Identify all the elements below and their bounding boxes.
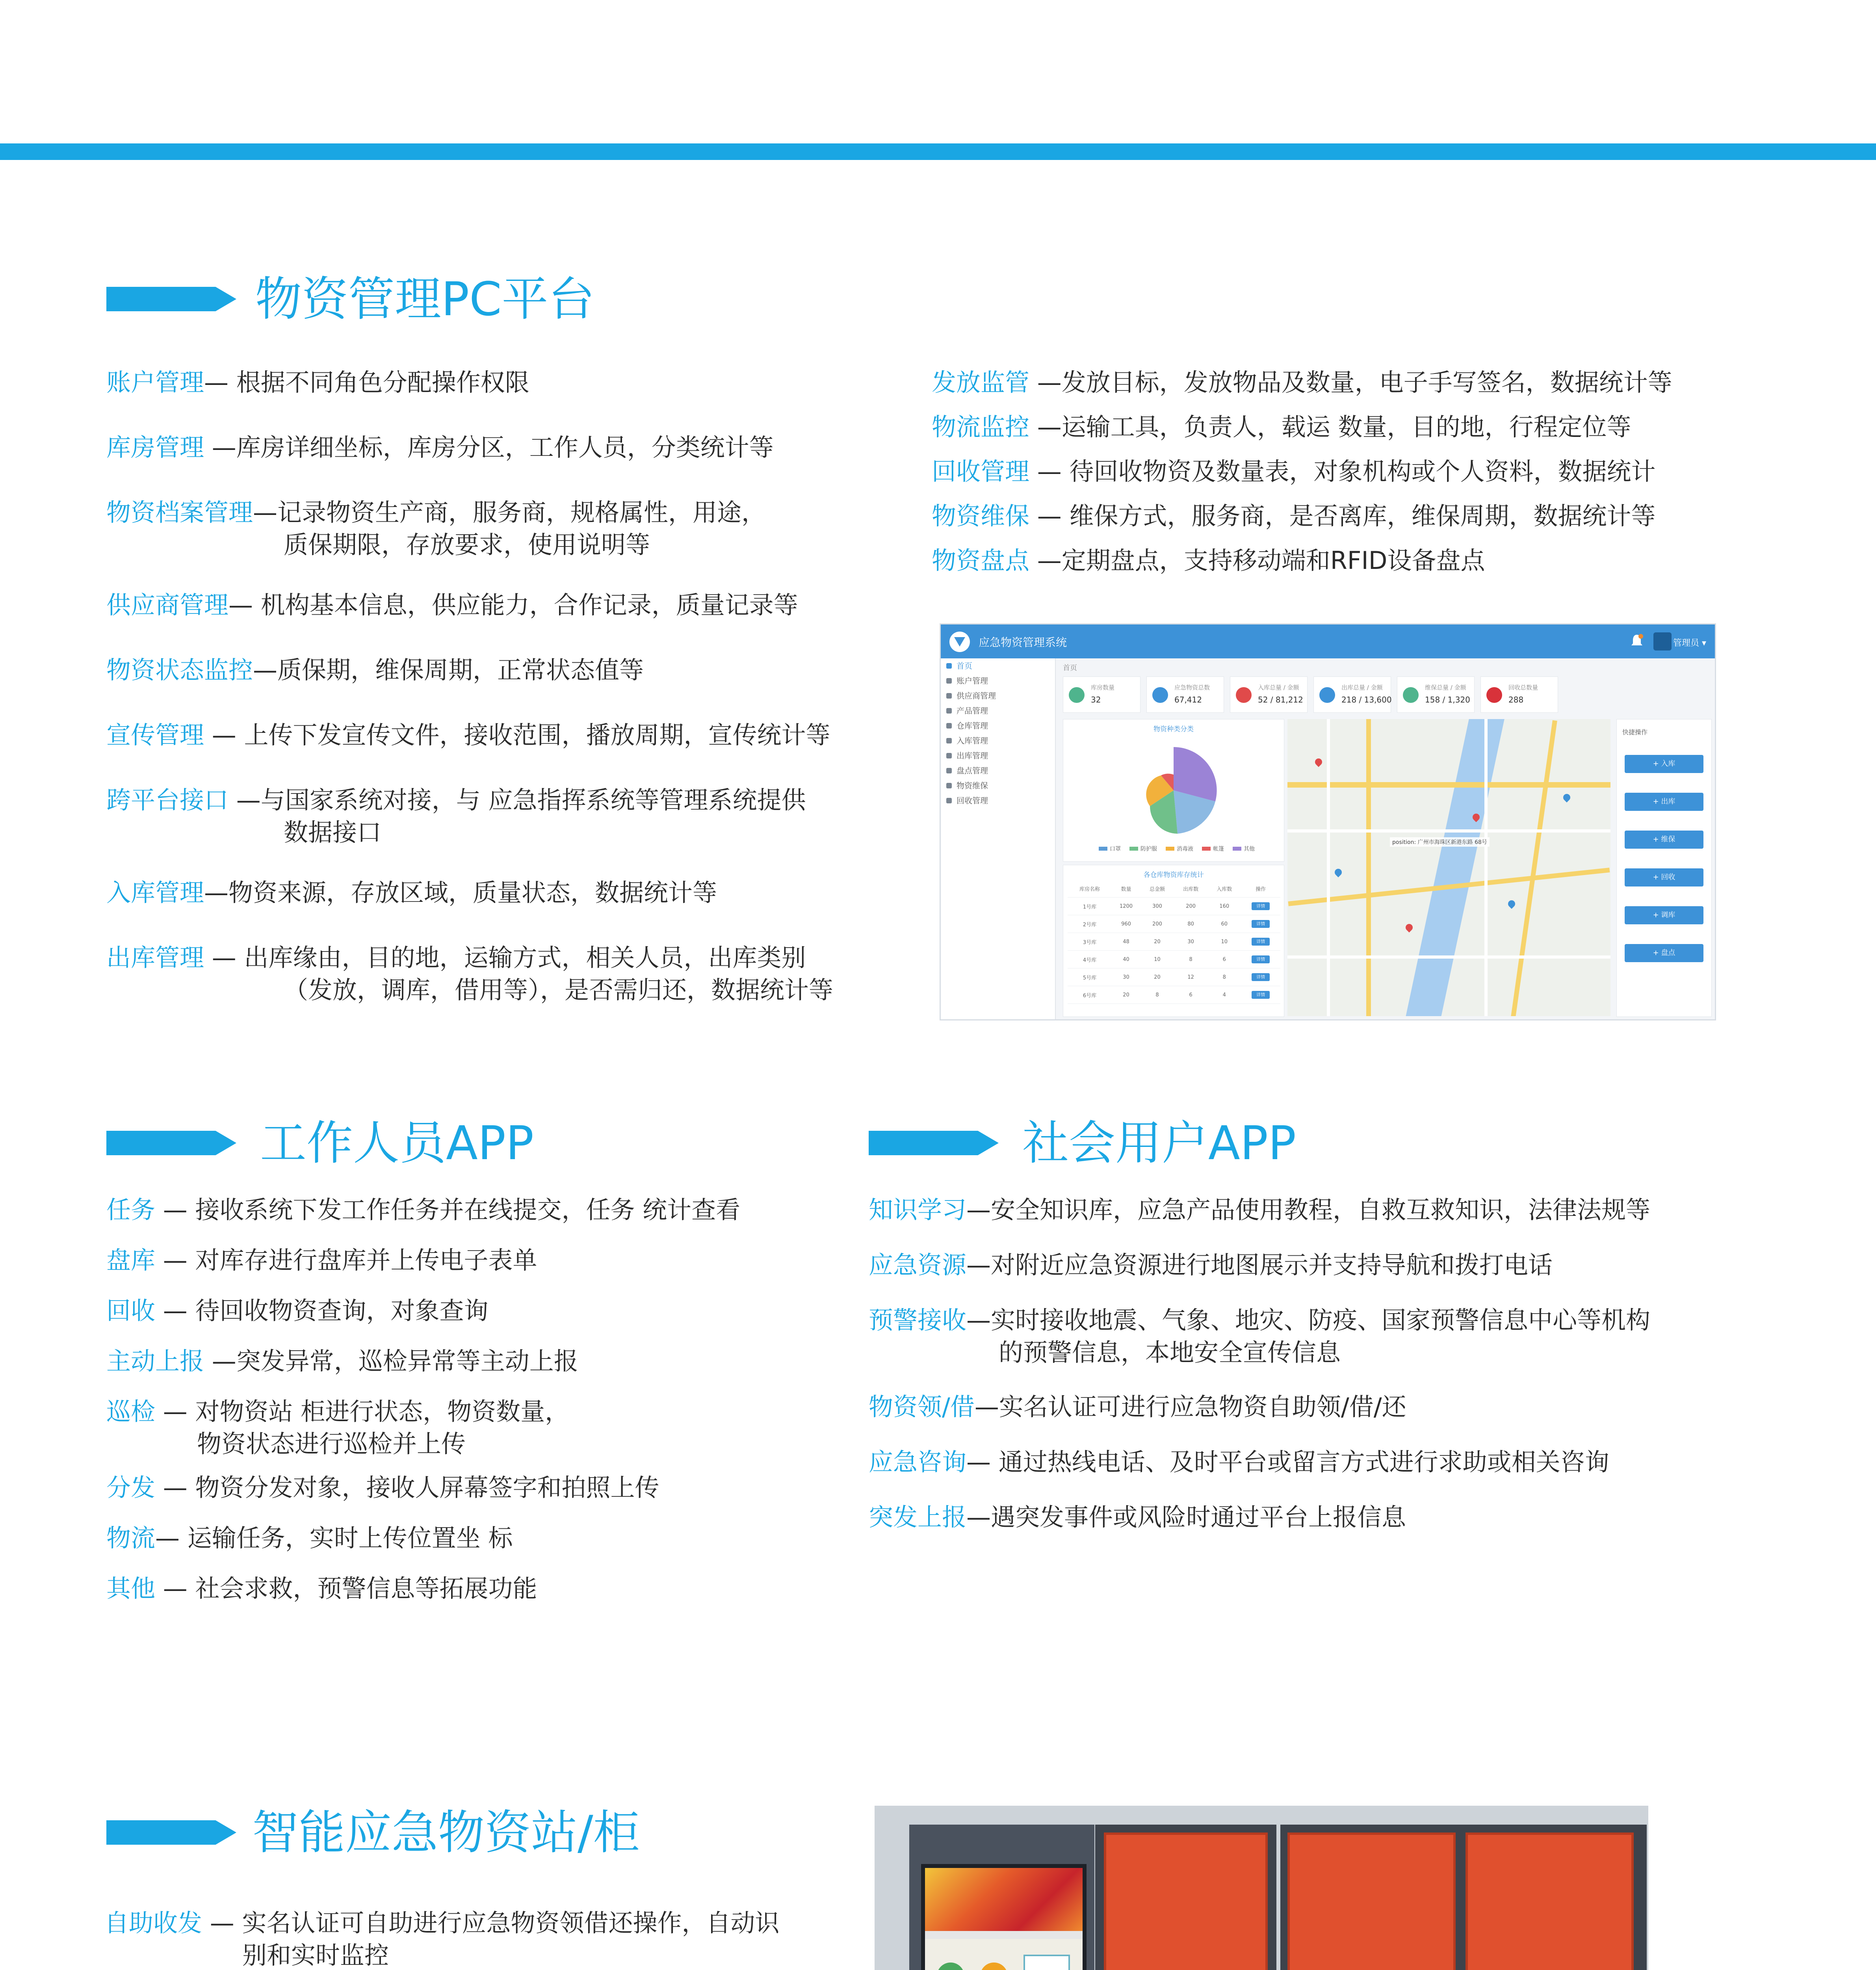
feature-description: 运输工具，负责人，载运 数量，目的地，行程定位等 — [1061, 413, 1631, 441]
category-pie-chart — [1126, 743, 1221, 838]
feature-separator: — — [155, 1524, 188, 1552]
table-cell: 10 — [1140, 951, 1174, 968]
feature-separator: — — [966, 1503, 991, 1531]
map-pin-icon[interactable] — [1562, 792, 1571, 802]
feature-item — [106, 496, 766, 561]
detail-button[interactable]: 详情 — [1252, 991, 1270, 999]
feature-separator: — — [966, 1195, 991, 1224]
arrow-icon — [106, 1820, 236, 1845]
detail-button[interactable]: 详情 — [1252, 938, 1270, 946]
feature-separator: — — [155, 1473, 195, 1502]
qr-code-icon — [1023, 1955, 1070, 1970]
table-cell: 80 — [1174, 915, 1207, 933]
cabinet-photo — [875, 1806, 1648, 1970]
stat-value: 52 / 81,212 — [1258, 695, 1303, 704]
feature-item — [106, 784, 806, 849]
feature-item — [869, 1446, 1609, 1478]
feature-separator: — — [228, 786, 261, 814]
stat-value: 67,412 — [1174, 695, 1202, 704]
top-accent-bar — [0, 143, 1876, 160]
feature-description-cont: 数据接口 — [284, 818, 382, 847]
feature-separator: — — [1029, 368, 1062, 397]
table-header-cell: 操作 — [1241, 880, 1280, 898]
dashboard-sidebar — [941, 658, 1056, 1019]
table-cell: 6 — [1174, 986, 1207, 1004]
table-cell: 4 — [1207, 986, 1241, 1004]
detail-button[interactable]: 详情 — [1252, 902, 1270, 910]
table-cell — [1241, 915, 1280, 933]
table-header-cell: 出库数 — [1174, 880, 1207, 898]
table-cell: 12 — [1174, 968, 1207, 986]
stat-icon — [1403, 687, 1419, 703]
table-cell: 300 — [1140, 898, 1174, 915]
feature-description: 安全知识库，应急产品使用教程，自救互救知识，法律法规等 — [991, 1195, 1651, 1224]
feature-item — [869, 1391, 1406, 1423]
feature-name: 物资维保 — [932, 502, 1030, 530]
breadcrumb: 首页 — [1063, 664, 1077, 672]
table-header-cell: 入库数 — [1207, 880, 1241, 898]
feature-separator: — — [204, 1347, 236, 1375]
feature-name: 库房管理 — [106, 433, 204, 462]
feature-separator: — — [155, 1195, 195, 1224]
feature-description: 定期盘点，支持移动端和RFID设备盘点 — [1061, 546, 1485, 575]
feature-item — [932, 545, 1485, 577]
feature-separator: — — [1029, 502, 1070, 530]
sidebar-item[interactable]: 供应商管理 — [941, 688, 1055, 703]
feature-name: 供应商管理 — [106, 591, 229, 619]
feature-description: 突发异常，巡检异常等主动上报 — [236, 1347, 578, 1375]
feature-separator: — — [155, 1574, 195, 1603]
section-title: 智能应急物资站/柜 — [252, 1805, 640, 1860]
stat-icon — [1069, 687, 1085, 703]
feature-item — [106, 654, 644, 686]
feature-name: 应急资源 — [869, 1251, 967, 1279]
feature-description: 根据不同角色分配操作权限 — [236, 368, 529, 397]
feature-name: 任务 — [106, 1195, 156, 1224]
map-pin-icon[interactable] — [1404, 922, 1414, 932]
feature-name: 分发 — [106, 1473, 156, 1502]
feature-name: 账户管理 — [106, 368, 204, 397]
stat-card — [1063, 676, 1140, 713]
cabinet-door — [1104, 1832, 1268, 1970]
station-heading — [106, 1805, 640, 1860]
sidebar-item[interactable]: 产品管理 — [941, 703, 1055, 718]
cabinet-large-door-unit — [1095, 1825, 1276, 1970]
table-cell: 1200 — [1112, 898, 1140, 915]
table-cell: 3号库 — [1068, 933, 1112, 951]
feature-separator: — — [253, 498, 278, 527]
avatar[interactable] — [1653, 632, 1672, 650]
feature-item — [106, 1345, 578, 1377]
feature-separator: — — [204, 721, 244, 749]
feature-separator: — — [253, 656, 278, 684]
legend-label: 帐篷 — [1213, 846, 1224, 852]
feature-description: 社会求救，预警信息等拓展功能 — [195, 1574, 537, 1603]
stat-label: 回收总数量 — [1508, 684, 1538, 691]
feature-description: 实时接收地震、气象、地灾、防疫、国家预警信息中心等机构 — [991, 1306, 1651, 1334]
table-header-cell: 总金额 — [1140, 880, 1174, 898]
quick-action-button[interactable]: + 回收 — [1625, 868, 1703, 886]
table-cell — [1241, 933, 1280, 951]
feature-item — [106, 1472, 659, 1504]
sidebar-item[interactable]: 入库管理 — [941, 733, 1055, 748]
legend-entry — [1129, 845, 1157, 853]
legend-entry — [1233, 845, 1255, 853]
bell-icon[interactable] — [1630, 633, 1644, 649]
sidebar-item[interactable]: 出库管理 — [941, 748, 1055, 763]
feature-separator: — — [155, 1397, 195, 1426]
feature-name: 回收 — [106, 1296, 156, 1325]
stat-icon — [1319, 687, 1335, 703]
detail-button[interactable]: 详情 — [1252, 973, 1270, 981]
table-row — [1068, 968, 1280, 986]
sidebar-item[interactable]: 首页 — [941, 658, 1055, 673]
sidebar-item[interactable]: 盘点管理 — [941, 763, 1055, 778]
pie-title: 物资种类分类 — [1153, 725, 1194, 733]
table-cell: 8 — [1140, 986, 1174, 1004]
arrow-icon — [869, 1131, 999, 1155]
feature-description: 记录物资生产商，服务商，规格属性，用途， — [277, 498, 766, 527]
stat-card — [1313, 676, 1391, 713]
table-header-cell: 数量 — [1112, 880, 1140, 898]
feature-separator: — — [1029, 413, 1062, 441]
table-cell: 60 — [1207, 915, 1241, 933]
feature-description: 质保期，维保周期，正常状态值等 — [277, 656, 644, 684]
table-cell: 200 — [1140, 915, 1174, 933]
feature-name: 其他 — [106, 1574, 156, 1603]
feature-name: 出库管理 — [106, 943, 204, 972]
feature-item — [869, 1501, 1406, 1533]
table-cell: 20 — [1140, 968, 1174, 986]
feature-separator: — — [966, 1448, 999, 1476]
legend-label: 口罩 — [1110, 846, 1121, 852]
feature-item — [932, 500, 1655, 532]
feature-item — [869, 1249, 1553, 1281]
feature-name: 预警接收 — [869, 1306, 967, 1334]
dashboard-header — [941, 624, 1715, 658]
feature-item — [932, 411, 1631, 443]
arrow-icon — [106, 287, 236, 311]
user-menu[interactable]: 管理员 ▾ — [1673, 638, 1706, 648]
feature-name: 自助收发 — [104, 1909, 202, 1937]
cabinet-display — [921, 1864, 1087, 1970]
feature-item — [104, 1907, 779, 1970]
legend-label: 消毒液 — [1177, 846, 1193, 852]
sidebar-item[interactable]: 回收管理 — [941, 793, 1055, 808]
legend-entry — [1099, 845, 1121, 853]
table-cell: 40 — [1112, 951, 1140, 968]
stat-label: 库房数量 — [1091, 684, 1115, 691]
legend-label: 防护服 — [1140, 846, 1157, 852]
quick-actions-panel — [1616, 719, 1712, 1017]
cabinet-locker-unit — [1280, 1825, 1647, 1970]
feature-description: 与国家系统对接，与 应急指挥系统等管理系统提供 — [260, 786, 806, 814]
dashboard-app-title: 应急物资管理系统 — [979, 636, 1067, 649]
table-cell: 960 — [1112, 915, 1140, 933]
feature-separator: — — [204, 433, 236, 462]
sidebar-item[interactable]: 仓库管理 — [941, 718, 1055, 733]
detail-button[interactable]: 详情 — [1252, 955, 1270, 963]
arrow-icon — [106, 1131, 236, 1155]
table-cell: 48 — [1112, 933, 1140, 951]
table-cell — [1241, 898, 1280, 915]
stat-icon — [1236, 687, 1252, 703]
staff-app-heading — [106, 1116, 534, 1170]
table-cell: 10 — [1207, 933, 1241, 951]
feature-item — [106, 431, 774, 464]
feature-name: 物资盘点 — [932, 546, 1030, 575]
feature-description: 物资分发对象，接收人屏幕签字和拍照上传 — [195, 1473, 659, 1502]
feature-separator: — — [204, 943, 244, 972]
public-app-heading — [869, 1116, 1296, 1170]
section-title: 工作人员APP — [260, 1116, 534, 1170]
stat-label: 入库总量 / 金额 — [1258, 684, 1299, 691]
feature-item — [106, 366, 529, 399]
table-cell: 4号库 — [1068, 951, 1112, 968]
table-cell — [1241, 968, 1280, 986]
feature-description: 实名认证可进行应急物资自助领/借/还 — [999, 1392, 1406, 1421]
feature-name: 应急咨询 — [869, 1448, 967, 1476]
feature-description: 发放目标，发放物品及数量，电子手写签名，数据统计等 — [1061, 368, 1672, 397]
feature-separator: — — [1029, 457, 1070, 486]
feature-description: 物资来源，存放区域，质量状态，数据统计等 — [228, 878, 717, 907]
stock-table — [1068, 880, 1280, 1004]
pie-panel — [1063, 719, 1284, 862]
stat-card — [1146, 676, 1224, 713]
stat-icon — [1152, 687, 1168, 703]
stat-label: 应急物资总数 — [1174, 684, 1210, 691]
legend-entry — [1202, 845, 1224, 853]
table-cell: 5号库 — [1068, 968, 1112, 986]
quick-action-button[interactable]: + 盘点 — [1625, 944, 1703, 962]
feature-description: 库房详细坐标，库房分区，工作人员，分类统计等 — [236, 433, 774, 462]
quick-action-button[interactable]: + 入库 — [1625, 755, 1703, 773]
table-cell: 8 — [1207, 968, 1241, 986]
feature-separator: — — [155, 1296, 195, 1325]
table-row — [1068, 915, 1280, 933]
table-row — [1068, 986, 1280, 1004]
map-pin-icon[interactable] — [1333, 867, 1343, 877]
feature-separator: — — [204, 878, 229, 907]
feature-name: 物流 — [106, 1524, 156, 1552]
feature-description: 出库缘由，目的地，运输方式，相关人员，出库类别 — [244, 943, 806, 972]
table-cell — [1241, 951, 1280, 968]
feature-description: 待回收物资及数量表，对象机构或个人资料，数据统计 — [1069, 457, 1656, 486]
feature-description: 待回收物资查询，对象查询 — [195, 1296, 489, 1325]
feature-name: 物资状态监控 — [106, 656, 253, 684]
table-cell: 6 — [1207, 951, 1241, 968]
table-cell — [1241, 986, 1280, 1004]
feature-name: 跨平台接口 — [106, 786, 229, 814]
feature-name: 盘库 — [106, 1246, 156, 1275]
feature-name: 知识学习 — [869, 1195, 967, 1224]
stat-label: 维保总量 / 金额 — [1425, 684, 1466, 691]
stat-card — [1230, 676, 1308, 713]
feature-name: 物流监控 — [932, 413, 1030, 441]
feature-item — [106, 719, 830, 751]
feature-item — [106, 1572, 537, 1605]
pc-platform-heading — [106, 272, 595, 326]
section-title: 物资管理PC平台 — [255, 272, 595, 326]
legend-entry — [1166, 845, 1193, 853]
table-cell: 20 — [1140, 933, 1174, 951]
table-cell: 30 — [1174, 933, 1207, 951]
feature-item — [106, 1295, 488, 1327]
sidebar-item[interactable]: 物资维保 — [941, 778, 1055, 793]
stat-icon — [1486, 687, 1502, 703]
cabinet-screen-unit — [909, 1825, 1094, 1970]
table-header-row — [1068, 880, 1280, 898]
feature-description: 运输任务，实时上传位置坐 标 — [187, 1524, 513, 1552]
stat-value: 32 — [1091, 695, 1101, 704]
quick-actions-title: 快捷操作 — [1622, 729, 1648, 736]
feature-description: 接收系统下发工作任务并在线提交，任务 统计查看 — [195, 1195, 741, 1224]
map-info-label: position: 广州市海珠区新港东路 68号 — [1390, 837, 1490, 847]
feature-item — [932, 455, 1655, 488]
table-row — [1068, 933, 1280, 951]
feature-description-cont: 别和实时监控 — [242, 1941, 389, 1970]
feature-description-cont: 质保期限，存放要求，使用说明等 — [284, 530, 650, 559]
stat-value: 218 / 13,600 — [1341, 695, 1392, 704]
shield-logo-icon — [949, 632, 970, 652]
stat-value: 288 — [1508, 695, 1524, 704]
feature-description: 遇突发事件或风险时通过平台上报信息 — [991, 1503, 1406, 1531]
feature-name: 物资档案管理 — [106, 498, 253, 527]
feature-item — [106, 1244, 537, 1277]
feature-description: 对附近应急资源进行地图展示并支持导航和拨打电话 — [991, 1251, 1553, 1279]
feature-item — [869, 1304, 1650, 1369]
section-title: 社会用户APP — [1022, 1116, 1296, 1170]
table-title: 各仓库物资库存统计 — [1143, 871, 1204, 879]
warehouse-map[interactable] — [1287, 719, 1610, 1016]
quick-action-button[interactable]: + 维保 — [1625, 831, 1703, 849]
feature-name: 物资领/借 — [869, 1392, 975, 1421]
feature-description: 对物资站 柜进行状态，物资数量， — [195, 1397, 570, 1426]
table-cell: 2号库 — [1068, 915, 1112, 933]
feature-description: 对库存进行盘库并上传电子表单 — [195, 1246, 537, 1275]
table-header-cell: 库房名称 — [1068, 880, 1112, 898]
cabinet-door — [1466, 1832, 1634, 1970]
feature-description-cont: （发放，调库，借用等），是否需归还，数据统计等 — [284, 976, 834, 1004]
feature-item — [106, 1522, 513, 1554]
feature-name: 入库管理 — [106, 878, 204, 907]
feature-item — [869, 1194, 1650, 1226]
feature-name: 主动上报 — [106, 1347, 204, 1375]
feature-separator: — — [966, 1251, 991, 1279]
feature-separator: — — [228, 591, 261, 619]
pc-dashboard-screenshot — [940, 623, 1716, 1020]
feature-separator: — — [966, 1306, 991, 1334]
cabinet-door — [1287, 1832, 1456, 1970]
feature-description-cont: 的预警信息，本地安全宣传信息 — [999, 1338, 1341, 1367]
feature-separator: — — [202, 1909, 242, 1937]
quick-action-button[interactable]: + 调库 — [1625, 906, 1703, 924]
map-pin-icon[interactable] — [1506, 899, 1516, 909]
feature-item — [932, 366, 1672, 399]
feature-name: 回收管理 — [932, 457, 1030, 486]
feature-item — [106, 942, 833, 1006]
map-pin-icon[interactable] — [1313, 757, 1323, 767]
stat-card — [1397, 676, 1475, 713]
stat-card — [1480, 676, 1558, 713]
feature-name: 宣传管理 — [106, 721, 204, 749]
feature-description: 实名认证可自助进行应急物资领借还操作，自动识 — [242, 1909, 780, 1937]
feature-item — [106, 1396, 569, 1460]
feature-separator: — — [155, 1246, 195, 1275]
feature-separator: — — [1029, 546, 1062, 575]
stat-value: 158 / 1,320 — [1425, 695, 1470, 704]
stat-label: 出库总量 / 金额 — [1341, 684, 1383, 691]
legend-label: 其他 — [1244, 846, 1255, 852]
detail-button[interactable]: 详情 — [1252, 920, 1270, 928]
feature-description: 上传下发宣传文件，接收范围，播放周期，宣传统计等 — [244, 721, 830, 749]
table-row — [1068, 951, 1280, 968]
feature-separator: — — [974, 1392, 999, 1421]
table-cell: 1号库 — [1068, 898, 1112, 915]
feature-description-cont: 物资状态进行巡检并上传 — [197, 1429, 466, 1458]
table-cell: 8 — [1174, 951, 1207, 968]
feature-item — [106, 877, 717, 909]
table-cell: 6号库 — [1068, 986, 1112, 1004]
feature-item — [106, 589, 798, 621]
table-cell: 200 — [1174, 898, 1207, 915]
sidebar-item[interactable]: 账户管理 — [941, 673, 1055, 688]
table-cell: 20 — [1112, 986, 1140, 1004]
feature-description: 维保方式，服务商，是否离库，维保周期，数据统计等 — [1069, 502, 1656, 530]
table-cell: 160 — [1207, 898, 1241, 915]
feature-item — [106, 1194, 740, 1226]
feature-name: 发放监管 — [932, 368, 1030, 397]
table-cell: 30 — [1112, 968, 1140, 986]
feature-description: 机构基本信息，供应能力，合作记录，质量记录等 — [260, 591, 798, 619]
feature-separator: — — [204, 368, 236, 397]
table-row — [1068, 898, 1280, 915]
feature-name: 突发上报 — [869, 1503, 967, 1531]
feature-name: 巡检 — [106, 1397, 156, 1426]
feature-description: 通过热线电话、及时平台或留言方式进行求助或相关咨询 — [998, 1448, 1609, 1476]
quick-action-button[interactable]: + 出库 — [1625, 793, 1703, 811]
